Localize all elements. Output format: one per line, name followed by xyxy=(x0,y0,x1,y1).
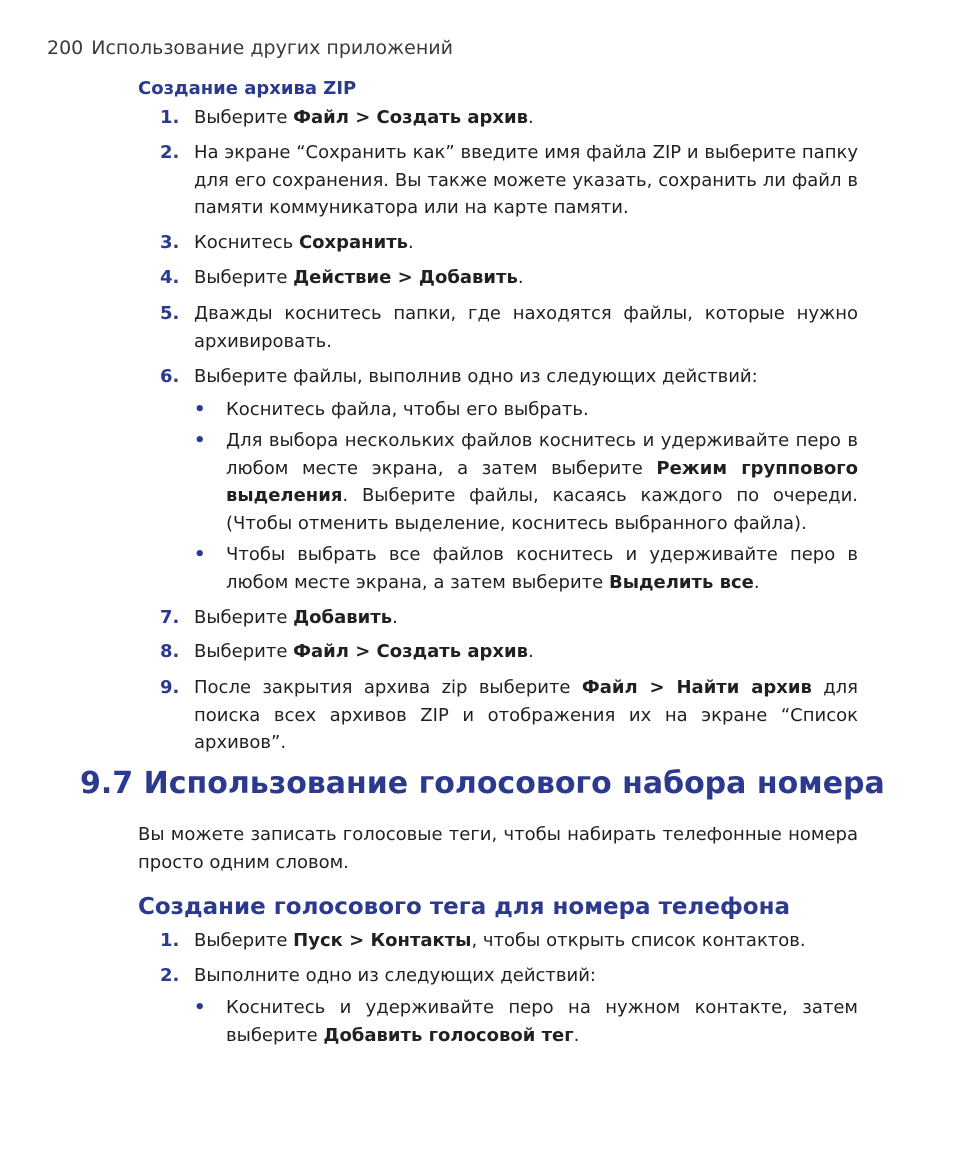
zip-step-8 xyxy=(138,638,858,666)
section-title: 9.7 Использование голосового набора номера xyxy=(80,766,885,801)
zip-step-4 xyxy=(138,264,858,292)
step-number: 1. xyxy=(160,930,180,951)
bold-term: Действие > Добавить xyxy=(293,267,518,288)
bold-term: Пуск > Контакты xyxy=(293,930,472,951)
bullet-text: Чтобы выбрать все файлов коснитесь и удерживайте перо в любом месте экрана, а затем выберите Выделить все. xyxy=(226,544,858,593)
step-number: 3. xyxy=(160,232,180,253)
running-header xyxy=(47,37,453,59)
zip-step-1 xyxy=(138,104,858,132)
bullet-icon: • xyxy=(194,430,206,451)
voice-step-1 xyxy=(138,927,858,955)
bold-term: Файл > Найти архив xyxy=(581,677,812,698)
bullet-text: Коснитесь и удерживайте перо на нужном контакте, затем выберите Добавить голосовой тег. xyxy=(226,997,858,1046)
step-text: Выберите Действие > Добавить. xyxy=(194,267,524,288)
zip-step-6 xyxy=(138,363,858,391)
zip-step-9 xyxy=(138,674,858,757)
section-intro: Вы можете записать голосовые теги, чтобы набирать телефонные номера просто одним словом. xyxy=(138,824,858,873)
step-text: Выберите Файл > Создать архив. xyxy=(194,641,534,662)
bold-term: Выделить все xyxy=(608,571,754,593)
step-text: Выберите Добавить. xyxy=(194,607,398,628)
bold-term: Файл > Создать архив xyxy=(293,641,528,662)
bold-term: Добавить голосовой тег xyxy=(323,1024,574,1046)
bold-term: Режим группового выделения xyxy=(226,457,858,506)
zip-archive-heading: Создание архива ZIP xyxy=(138,78,357,99)
step-number: 4. xyxy=(160,267,180,288)
step-number: 1. xyxy=(160,107,180,128)
step-number: 5. xyxy=(160,303,180,324)
bullet-icon: • xyxy=(194,399,206,420)
step-text: Выберите файлы, выполнив одно из следующих действий: xyxy=(194,366,758,387)
step-text: Выберите Файл > Создать архив. xyxy=(194,107,534,128)
bullet-icon: • xyxy=(194,544,206,565)
running-title: Использование других приложений xyxy=(91,37,453,59)
bold-term: Файл > Создать архив xyxy=(293,107,528,128)
bullet-text: Коснитесь файла, чтобы его выбрать. xyxy=(226,399,589,420)
step-number: 9. xyxy=(160,677,180,698)
step-number: 2. xyxy=(160,142,180,163)
zip-step-6-bullet-3 xyxy=(194,541,858,596)
step-number: 6. xyxy=(160,366,180,387)
voice-tag-heading: Создание голосового тега для номера телефона xyxy=(138,894,790,920)
step-text: Выполните одно из следующих действий: xyxy=(194,965,596,986)
voice-step-2 xyxy=(138,962,858,990)
bold-term: Сохранить xyxy=(298,232,409,253)
step-number: 7. xyxy=(160,607,180,628)
step-text: Выберите Пуск > Контакты, чтобы открыть список контактов. xyxy=(194,930,806,951)
zip-step-6-bullet-2 xyxy=(194,427,858,537)
bullet-text: Для выбора нескольких файлов коснитесь и удерживайте перо в любом месте экрана, а затем выберите Режим группового выделения. Выберите файлы, касаясь каждого по очереди. (Чтобы отменить выделение, коснитесь выбранного файла). xyxy=(226,430,858,534)
step-text: Коснитесь Сохранить. xyxy=(194,232,414,253)
page-number: 200 xyxy=(47,37,84,59)
bold-term: Добавить xyxy=(293,607,393,628)
step-text: После закрытия архива zip выберите Файл > Найти архив для поиска всех архивов ZIP и отображения их на экране “Список архивов”. xyxy=(194,677,859,753)
voice-step-2-bullet-1 xyxy=(194,994,858,1049)
bullet-icon: • xyxy=(194,997,206,1018)
zip-step-3 xyxy=(138,229,858,257)
zip-step-2 xyxy=(138,139,858,222)
zip-step-5 xyxy=(138,300,858,355)
step-text: Дважды коснитесь папки, где находятся файлы, которые нужно архивировать. xyxy=(194,303,858,352)
zip-step-6-bullet-1 xyxy=(194,396,858,424)
step-number: 2. xyxy=(160,965,180,986)
step-text: На экране “Сохранить как” введите имя файла ZIP и выберите папку для его сохранения. Вы также можете указать, сохранить ли файл в памяти коммуникатора или на карте памяти. xyxy=(194,142,858,218)
zip-step-7 xyxy=(138,604,858,632)
step-number: 8. xyxy=(160,641,180,662)
